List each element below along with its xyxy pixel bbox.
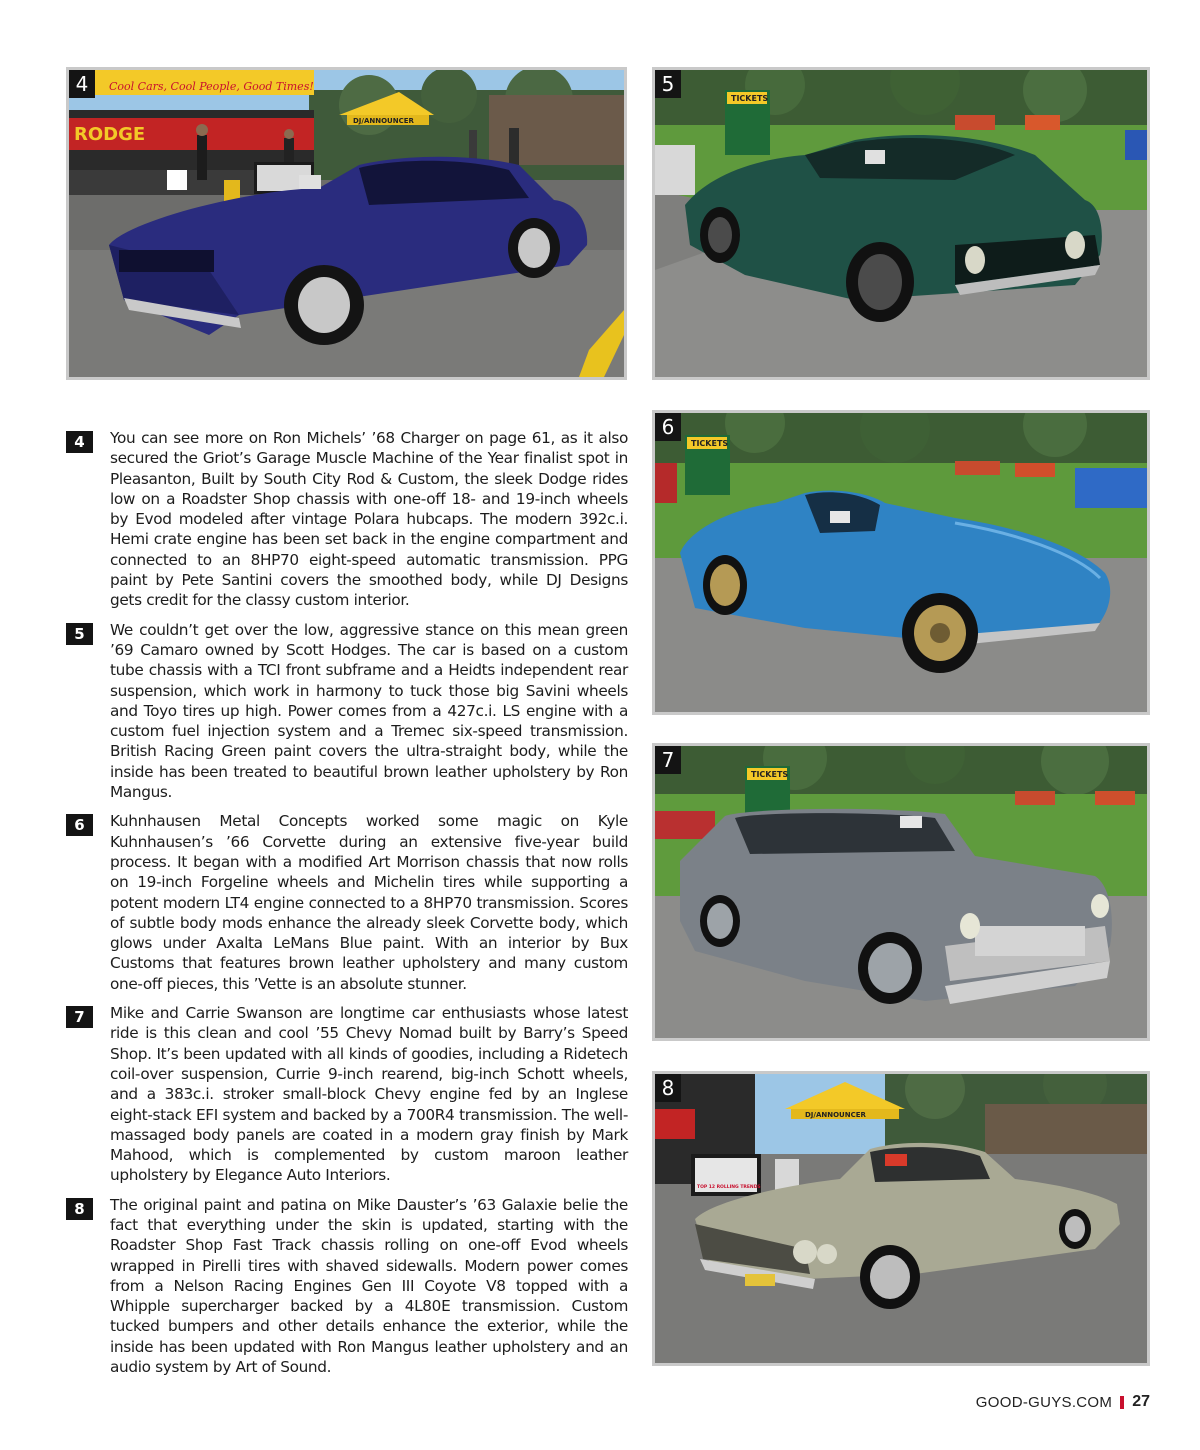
- entry-text-5: We couldn’t get over the low, aggressive stance on this mean green ’69 Camaro owned by Scott Hodges. The car is based on a custom tube chassis with a TCI front subframe and a Heidts independent rear suspension, which work in harmony to tuck those big Savini wheels and Toyo tires up high. Power comes from a 427c.i. LS engine with a custom fuel injection system and a Tremec six-speed transmission. British Racing Green paint covers the ultra-straight body, while the inside has been treated to beautiful brown leather upholstery by Ron Mangus.: [110, 620, 628, 802]
- photo-number-7: 7: [655, 746, 681, 774]
- photo-6-corvette: [652, 410, 1150, 715]
- footer-site: GOOD-GUYS.COM: [975, 1393, 1113, 1411]
- dj-announcer-sign-8: DJ/ANNOUNCER: [805, 1111, 866, 1119]
- stage-banner-name: RODGE: [74, 124, 146, 145]
- galaxie-image: [655, 1074, 1147, 1363]
- nomad-image: [655, 746, 1147, 1038]
- entry-badge-8: 8: [66, 1198, 93, 1220]
- dj-announcer-sign: DJ/ANNOUNCER: [353, 117, 414, 125]
- corvette-image: [655, 413, 1147, 712]
- photo-number-5: 5: [655, 70, 681, 98]
- entries-column: [66, 428, 628, 1386]
- top-12-card: TOP 12 ROLLING TRENDS: [697, 1185, 761, 1190]
- photo-number-6: 6: [655, 413, 681, 441]
- entry-text-6: Kuhnhausen Metal Concepts worked some magic on Kyle Kuhnhausen’s ’66 Corvette during an extensive five-year build process. It began with a modified Art Morrison chassis that now rolls on 19-inch Forgeline wheels and Michelin tires while supporting a potent modern LT4 engine connected to a 8HP70 transmission. Scores of subtle body mods enhance the already sleek Corvette body, which glows under Axalta LeMans Blue paint. With an interior by Bux Customs that features brown leather upholstery and many custom one-off pieces, this ’Vette is an absolute stunner.: [110, 812, 628, 993]
- entry-8: [66, 1195, 628, 1378]
- entry-6: [66, 811, 628, 994]
- tickets-sign-7: TICKETS: [751, 770, 789, 779]
- photo-number-4: 4: [69, 70, 95, 98]
- entry-text-7: Mike and Carrie Swanson are longtime car enthusiasts whose latest ride is this clean and cool ’55 Chevy Nomad built by Barry’s Speed Shop. It’s been updated with all kinds of goodies, including a Ridetech coil-over suspension, Currie 9-inch rearend, big-inch Schott wheels, and a 383c.i. stroker small-block Chevy engine fed by an Inglese eight-stack EFI system and backed by a 700R4 transmission. The well-massaged body panels are coated in a modern gray finish by Mark Mahood, which is complemented by custom maroon leather upholstery by Elegance Auto Interiors.: [110, 1004, 628, 1185]
- photo-4-charger: [66, 67, 627, 380]
- entry-7: [66, 1003, 628, 1186]
- entry-4: [66, 428, 628, 611]
- entry-text-8: The original paint and patina on Mike Dauster’s ’63 Galaxie belie the fact that everything under the skin is updated, starting with the Roadster Shop Fast Track chassis rolling on one-off Evod wheels wrapped in Pirelli tires with shaved sidewalls. Modern power comes from a Nelson Racing Engines Gen III Coyote V8 topped with a Whipple supercharger backed by a 4L80E transmission. Custom tucked bumpers and other details enhance the exterior, while the inside has been updated with Ron Mangus leather upholstery and an audio system by Art of Sound.: [110, 1195, 628, 1377]
- stage-banner-slogan: Cool Cars, Cool People, Good Times!: [109, 80, 314, 93]
- photo-number-8: 8: [655, 1074, 681, 1102]
- page-footer: [976, 1393, 1150, 1411]
- entry-badge-7: 7: [66, 1006, 93, 1028]
- entry-5: [66, 620, 628, 803]
- photo-5-camaro: [652, 67, 1150, 380]
- photo-7-nomad: [652, 743, 1150, 1041]
- footer-divider: [1120, 1396, 1124, 1409]
- entry-badge-6: 6: [66, 814, 93, 836]
- charger-image: [69, 70, 624, 377]
- photo-8-galaxie: [652, 1071, 1150, 1366]
- page-number: 27: [1132, 1393, 1150, 1410]
- camaro-image: [655, 70, 1147, 377]
- entry-badge-4: 4: [66, 431, 93, 453]
- tickets-sign-5: TICKETS: [731, 94, 769, 103]
- entry-text-4: You can see more on Ron Michels’ ’68 Charger on page 61, as it also secured the Griot’s Garage Muscle Machine of the Year finalist spot in Pleasanton, Built by South City Rod & Custom, the sleek Dodge rides low on a Roadster Shop chassis with one-off 18- and 19-inch wheels by Evod modeled after vintage Polara hubcaps. The modern 392c.i. Hemi crate engine has been set back in the engine compartment and connected to an 8HP70 eight-speed automatic transmission. PPG paint by Pete Santini covers the smoothed body, while DJ Designs gets credit for the classy custom interior.: [110, 429, 628, 610]
- entry-badge-5: 5: [66, 623, 93, 645]
- tickets-sign-6: TICKETS: [691, 439, 729, 448]
